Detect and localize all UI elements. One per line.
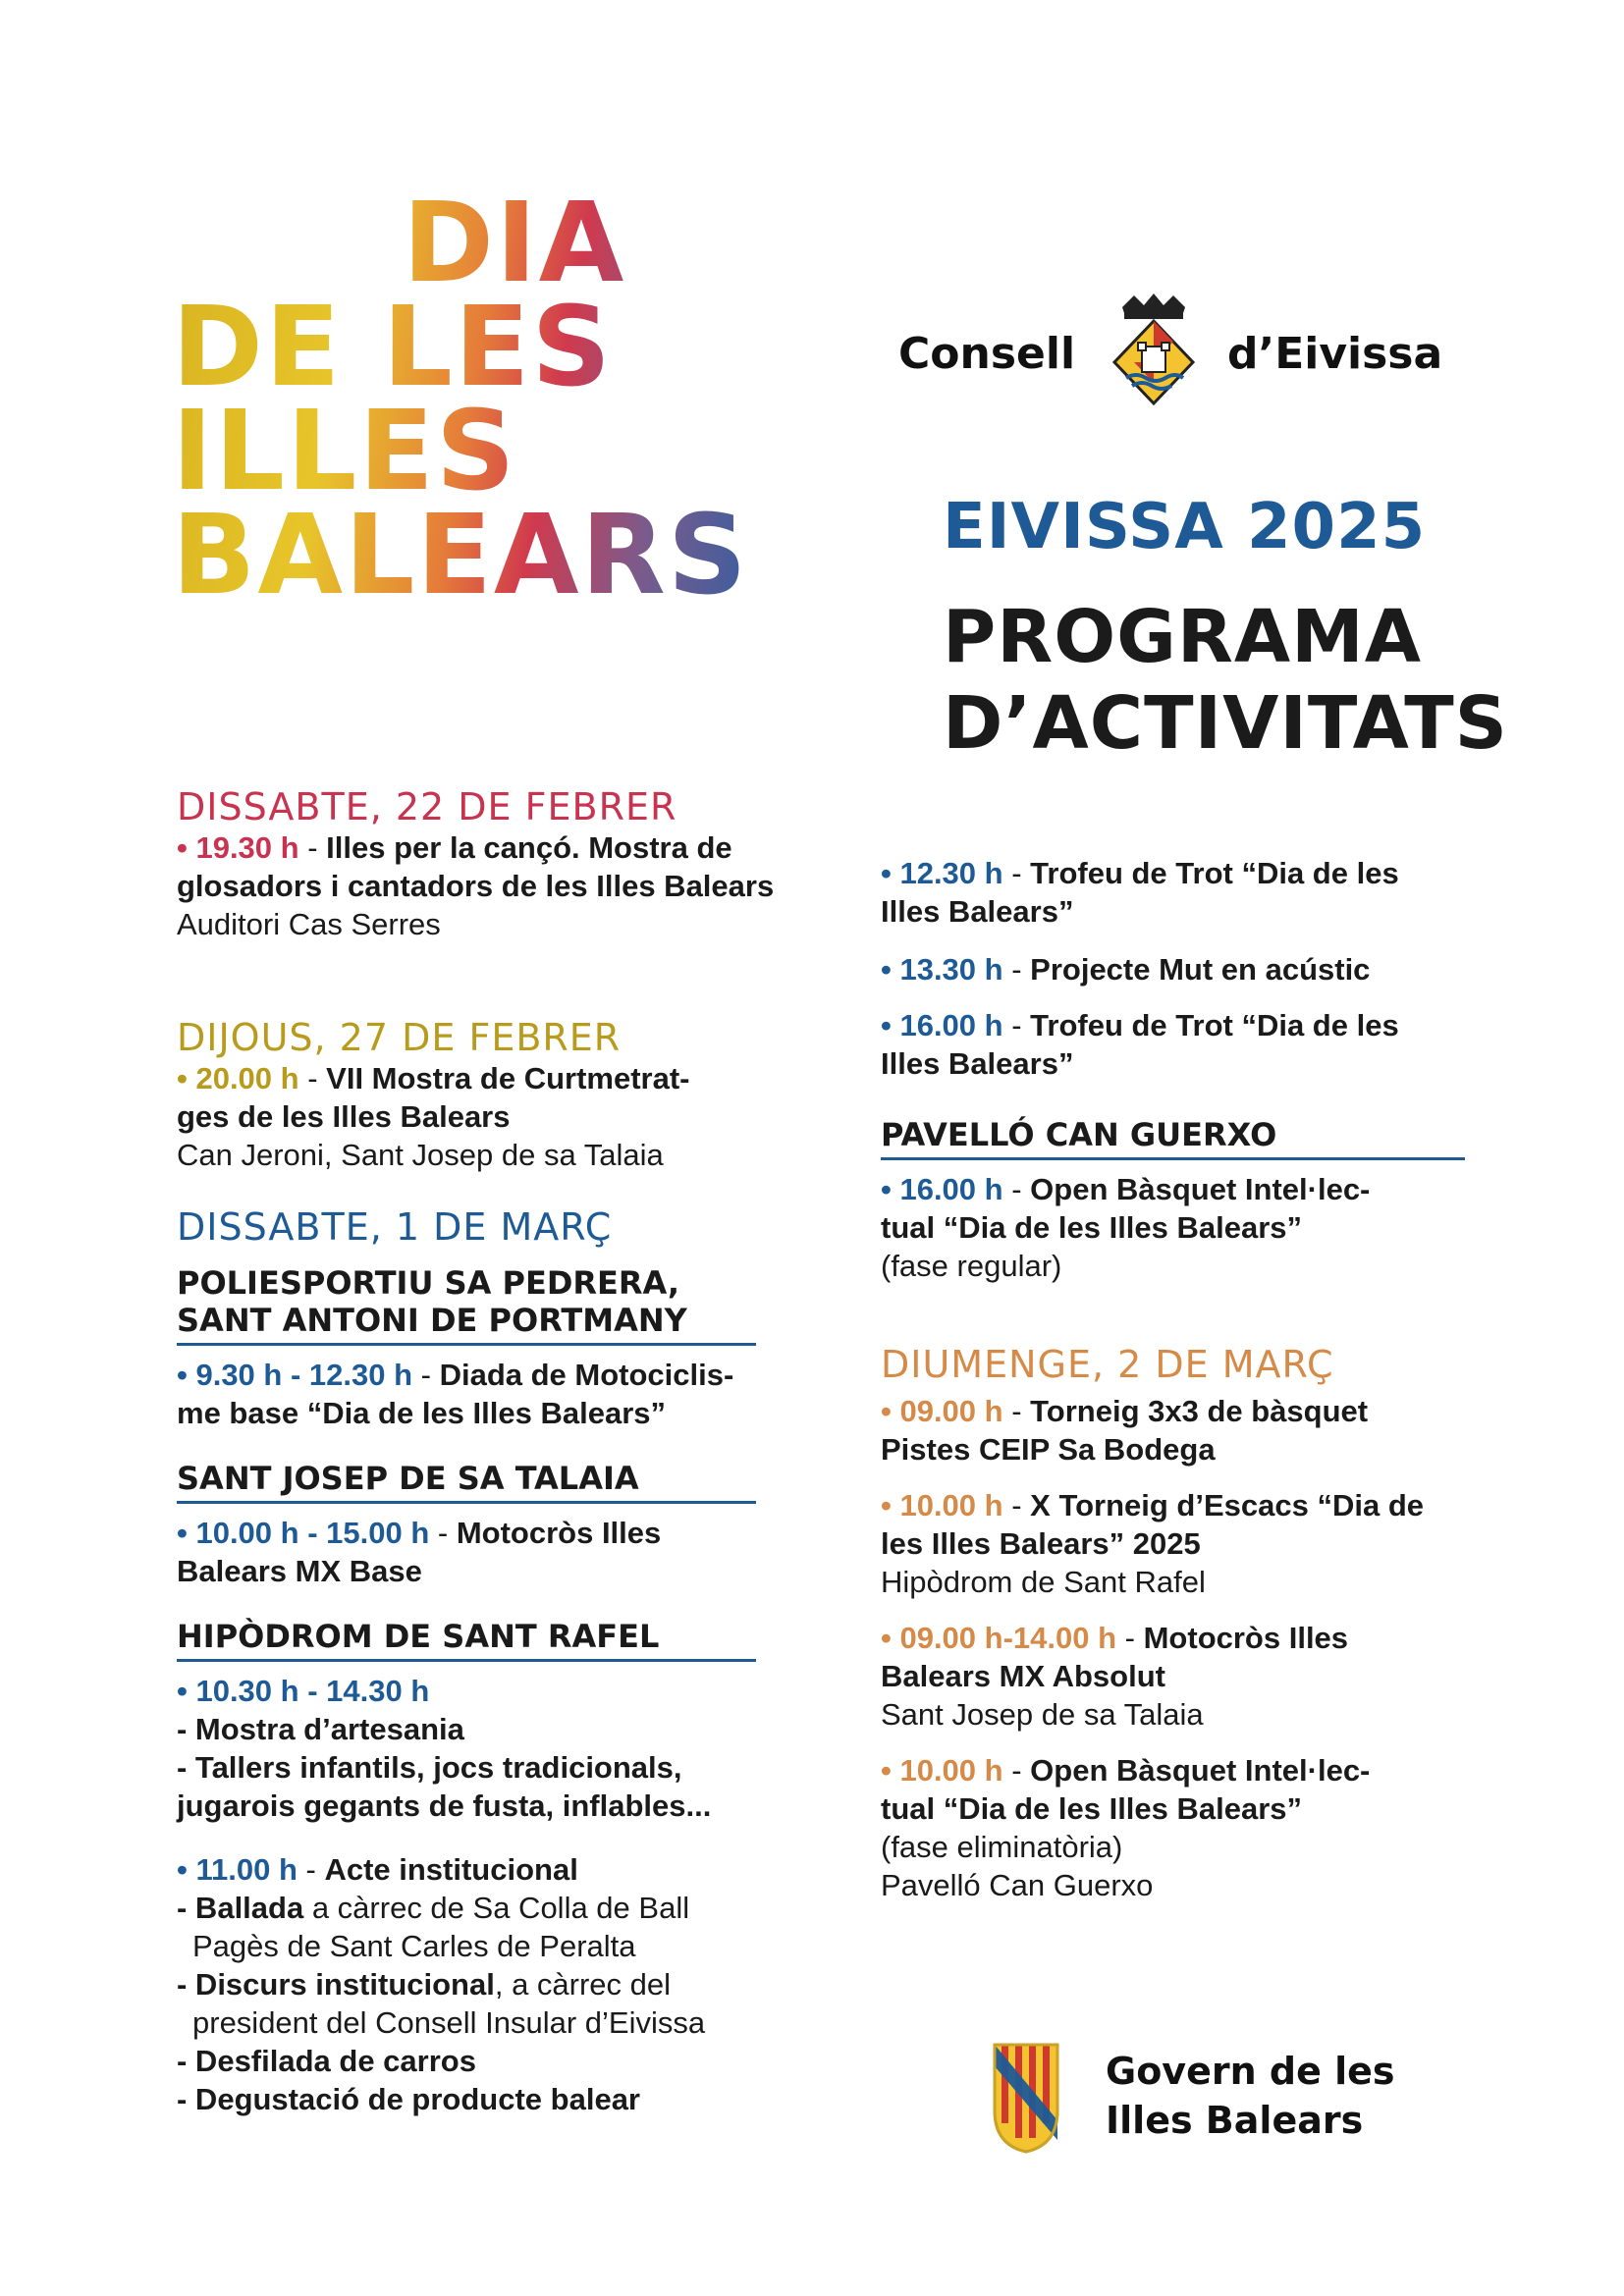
event-title-a: Trofeu de Trot “Dia de les <box>1030 1008 1399 1042</box>
event-place: Hipòdrom de Sant Rafel <box>881 1565 1206 1599</box>
event-item <box>177 1059 785 1097</box>
event-title-a: Motocròs Illes <box>1143 1621 1349 1655</box>
event-item <box>881 1170 1489 1208</box>
day-sat-1 <box>177 1205 805 2118</box>
event-sep: - <box>298 830 327 865</box>
title-line-2: DE LES <box>172 284 614 411</box>
event-time: • 09.00 h <box>881 1394 1003 1428</box>
event-sep: - <box>297 1852 325 1887</box>
event-sep: - <box>412 1358 440 1392</box>
event-sep: - <box>1116 1621 1144 1655</box>
event-item <box>177 1356 805 1394</box>
venue-heading-hipodrom: HIPÒDROM DE SANT RAFEL <box>177 1618 756 1662</box>
program-title <box>943 594 1508 767</box>
event-note: (fase regular) <box>881 1249 1062 1283</box>
event-time: • 16.00 h <box>881 1008 1003 1042</box>
event-sep: - <box>298 1061 327 1095</box>
day-sun-2 <box>881 1343 1509 1904</box>
edition-title: EIVISSA 2025 <box>943 491 1427 563</box>
event-line-rest: a càrrec de Sa Colla de Ball <box>303 1891 690 1925</box>
consell-crest-icon <box>1105 290 1203 412</box>
program-title-line-1: PROGRAMA <box>943 595 1423 679</box>
title-line-3: ILLES <box>172 388 517 515</box>
govern-shield-icon <box>992 2042 1060 2155</box>
title-line-1: DIA <box>403 180 626 307</box>
event-line: jugarois gegants de fusta, inflables... <box>177 1789 712 1823</box>
event-sep: - <box>1002 1488 1031 1522</box>
event-title-b: Illes Balears” <box>881 1046 1074 1081</box>
event-item <box>881 1619 1509 1657</box>
event-line-rest: , a càrrec del <box>494 1967 672 2002</box>
event-title-b: Balears MX Base <box>177 1554 422 1588</box>
event-note: (fase eliminatòria) <box>881 1830 1123 1864</box>
event-title-b: Balears MX Absolut <box>881 1659 1165 1693</box>
event-sep: - <box>1002 1394 1031 1428</box>
day-thu-27 <box>177 1016 785 1174</box>
event-line-bold: - Ballada <box>177 1891 304 1925</box>
event-title-b: Illes Balears” <box>881 894 1074 929</box>
event-line: president del Consell Insular d’Eivissa <box>192 2005 706 2040</box>
govern-line-2: Illes Balears <box>1106 2099 1364 2142</box>
event-item <box>881 1006 1489 1044</box>
event-time: • 9.30 h - 12.30 h <box>177 1358 413 1392</box>
event-time: • 10.00 h <box>881 1488 1003 1522</box>
event-place: Can Jeroni, Sant Josep de sa Talaia <box>177 1138 664 1172</box>
day-heading: DIJOUS, 27 DE FEBRER <box>177 1016 622 1059</box>
event-sep: - <box>1002 1753 1031 1788</box>
event-item <box>177 1850 805 1889</box>
event-title: Illes per la cançó. Mostra de glosadors i cantadors de les Illes Balears <box>177 830 775 903</box>
event-title-a: Open Bàsquet Intel·lec- <box>1030 1753 1371 1788</box>
right-events-sat <box>881 854 1489 1285</box>
event-place: Pavelló Can Guerxo <box>881 1868 1154 1902</box>
event-title-a: VII Mostra de Curtmetrat- <box>326 1061 690 1095</box>
event-sep: - <box>1002 1172 1031 1206</box>
event-place: Sant Josep de sa Talaia <box>881 1697 1204 1732</box>
event-item <box>881 1392 1509 1430</box>
event-item <box>881 854 1489 892</box>
event-item <box>881 1486 1509 1524</box>
event-time: • 11.00 h <box>177 1852 298 1887</box>
title-line-4: BALEARS <box>172 492 749 619</box>
event-time: • 20.00 h <box>177 1061 299 1095</box>
venue-heading-sant-josep: SANT JOSEP DE SA TALAIA <box>177 1460 756 1504</box>
event-title-a: Torneig 3x3 de bàsquet <box>1030 1394 1369 1428</box>
event-line: - Degustació de producte balear <box>177 2082 640 2116</box>
event-title-a: Open Bàsquet Intel·lec- <box>1030 1172 1371 1206</box>
event-title: Acte institucional <box>324 1852 578 1887</box>
program-title-line-2: D’ACTIVITATS <box>943 681 1508 766</box>
day-heading: DIUMENGE, 2 DE MARÇ <box>881 1343 1334 1386</box>
consell-logo-text-left: Consell <box>898 329 1076 379</box>
day-heading: DISSABTE, 22 DE FEBRER <box>177 785 677 828</box>
event-title-a: Motocròs Illes <box>456 1516 662 1550</box>
event-time: • 19.30 h <box>177 830 299 865</box>
event-title-b: me base “Dia de les Illes Balears” <box>177 1396 666 1430</box>
event-item <box>881 950 1489 988</box>
event-item <box>881 1751 1509 1789</box>
event-item <box>177 1514 805 1552</box>
event-sep: - <box>1002 1008 1031 1042</box>
venue-line-2: SANT ANTONI DE PORTMANY <box>177 1302 687 1339</box>
event-title-b: tual “Dia de les Illes Balears” <box>881 1210 1303 1245</box>
event-time: • 10.00 h - 15.00 h <box>177 1516 430 1550</box>
consell-logo-text-right: d’Eivissa <box>1227 329 1443 379</box>
event-title-b: les Illes Balears” 2025 <box>881 1526 1201 1561</box>
event-time: • 09.00 h-14.00 h <box>881 1621 1117 1655</box>
event-sep: - <box>429 1516 457 1550</box>
event-line: Pagès de Sant Carles de Peralta <box>192 1929 636 1963</box>
event-line-bold: - Discurs institucional <box>177 1967 495 2002</box>
event-sep: - <box>1002 856 1031 890</box>
event-time: • 10.30 h - 14.30 h <box>177 1674 430 1708</box>
event-line: - Tallers infantils, jocs tradicionals, <box>177 1750 682 1785</box>
event-title: Projecte Mut en acústic <box>1030 952 1371 987</box>
event-title-b: ges de les Illes Balears <box>177 1099 511 1134</box>
event-line <box>177 1965 805 2003</box>
govern-line-1: Govern de les <box>1106 2050 1395 2093</box>
event-sep: - <box>1002 952 1031 987</box>
event-title-a: Diada de Motociclis- <box>439 1358 734 1392</box>
event-line: - Mostra d’artesania <box>177 1712 464 1746</box>
event-title-a: Trofeu de Trot “Dia de les <box>1030 856 1399 890</box>
govern-logo-text <box>1106 2047 1394 2145</box>
venue-heading-poliesportiu <box>177 1264 756 1346</box>
event-time: • 10.00 h <box>881 1753 1003 1788</box>
event-time: • 13.30 h <box>881 952 1003 987</box>
event-line <box>177 1889 805 1927</box>
event-title-b: Pistes CEIP Sa Bodega <box>881 1432 1216 1467</box>
event-time: • 16.00 h <box>881 1172 1003 1206</box>
venue-heading-pavello: PAVELLÓ CAN GUERXO <box>881 1116 1465 1160</box>
event-title-a: X Torneig d’Escacs “Dia de <box>1030 1488 1424 1522</box>
event-place: Auditori Cas Serres <box>177 907 441 941</box>
event-time: • 12.30 h <box>881 856 1003 890</box>
event-item <box>177 828 785 905</box>
event-line: - Desfilada de carros <box>177 2044 476 2078</box>
day-heading: DISSABTE, 1 DE MARÇ <box>177 1205 613 1249</box>
event-title-logo <box>172 180 800 619</box>
venue-line-1: POLIESPORTIU SA PEDRERA, <box>177 1264 680 1302</box>
event-title-b: tual “Dia de les Illes Balears” <box>881 1791 1303 1826</box>
day-sat-22 <box>177 785 785 943</box>
